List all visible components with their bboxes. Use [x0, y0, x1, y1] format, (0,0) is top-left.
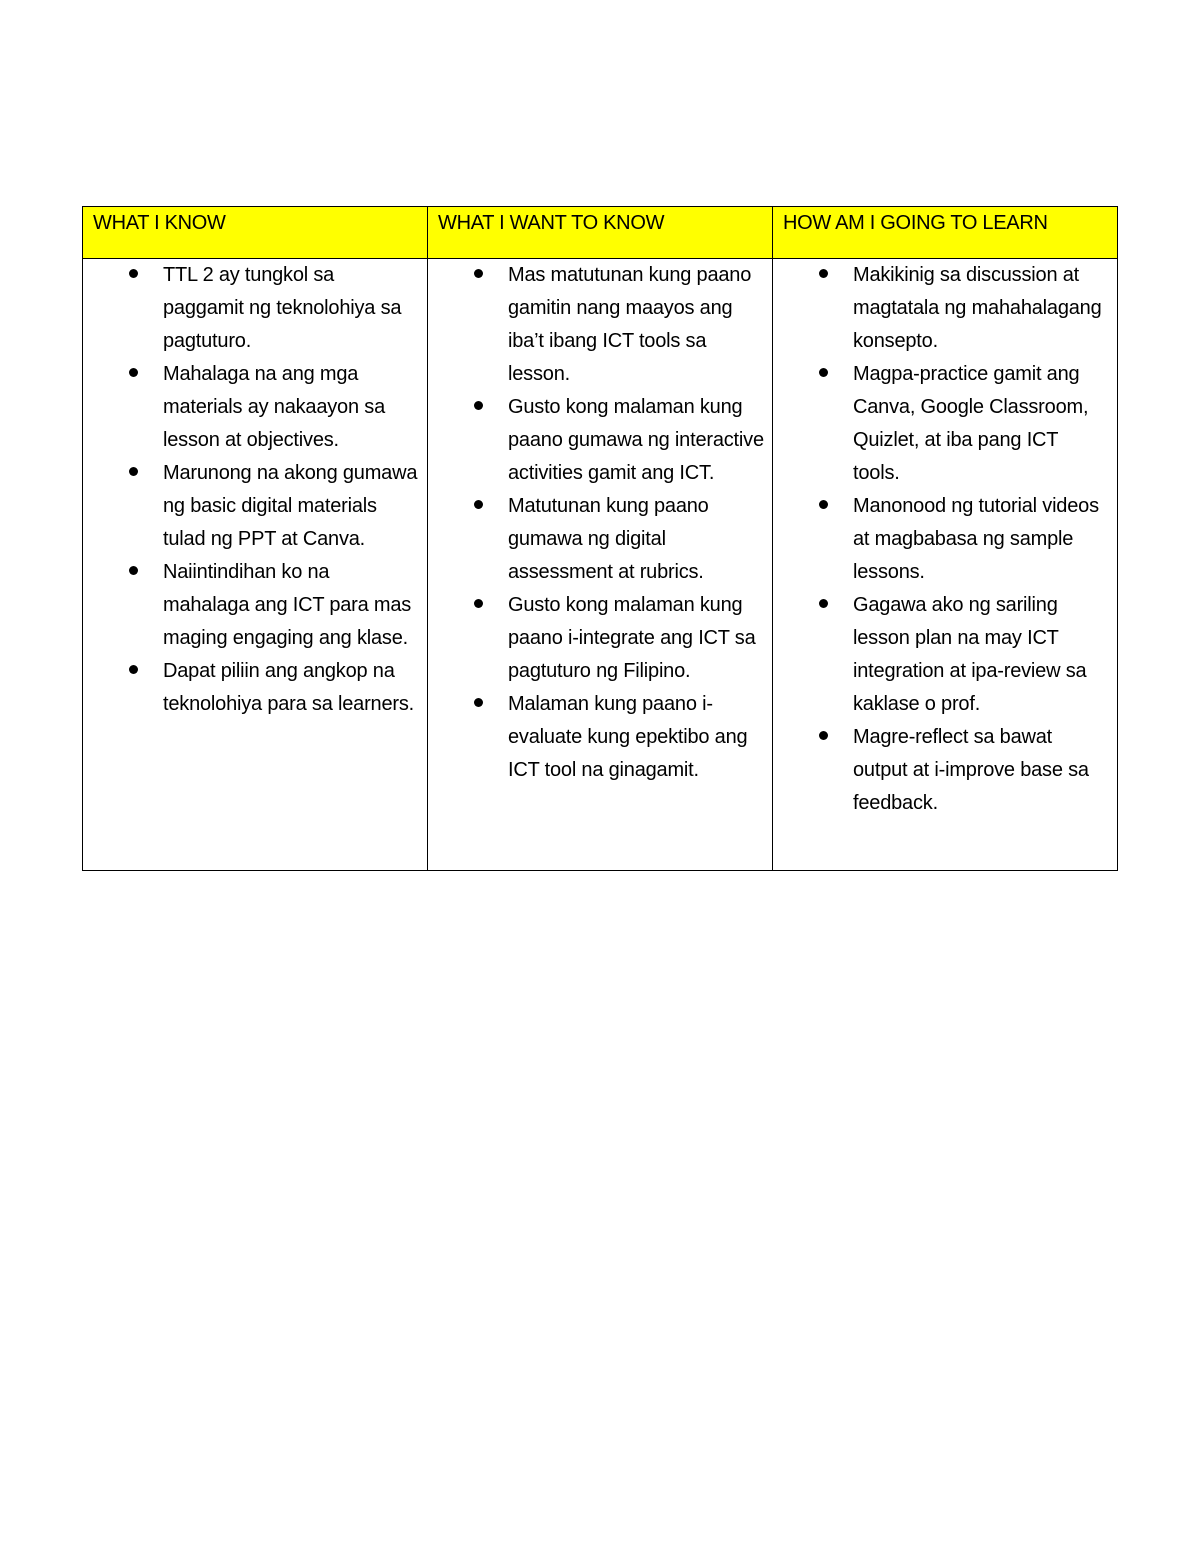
list-item-text: Gusto kong malaman kung paano gumawa ng interactive activities gamit ang ICT.	[508, 396, 764, 484]
list-item-text: Matutunan kung paano gumawa ng digital assessment at rubrics.	[508, 495, 709, 583]
bullet-list-want	[428, 259, 764, 787]
bullet-icon	[129, 269, 138, 278]
list-item-text: Dapat piliin ang angkop na teknolohiya para sa learners.	[163, 660, 415, 715]
bullet-icon	[819, 368, 828, 377]
bullet-icon	[819, 500, 828, 509]
list-item	[428, 589, 764, 688]
list-item-text: TTL 2 ay tungkol sa paggamit ng teknolohiya sa pagtuturo.	[163, 264, 402, 352]
list-item-text: Makikinig sa discussion at magtatala ng mahahalagang konsepto.	[853, 264, 1102, 352]
cell-what-i-know	[83, 259, 428, 871]
list-item-text: Marunong na akong gumawa ng basic digital materials tulad ng PPT at Canva.	[163, 462, 418, 550]
list-item-text: Naiintindihan ko na mahalaga ang ICT para mas maging engaging ang klase.	[163, 561, 412, 649]
bullet-list-know	[83, 259, 419, 721]
list-item-text: Malaman kung paano i-evaluate kung epektibo ang ICT tool na ginagamit.	[508, 693, 748, 781]
bullet-icon	[474, 698, 483, 707]
kwl-table	[82, 206, 1118, 871]
header-what-i-want-to-know: WHAT I WANT TO KNOW	[428, 207, 773, 259]
list-item-text: Magre-reflect sa bawat output at i-improve base sa feedback.	[853, 726, 1089, 814]
header-what-i-know: WHAT I KNOW	[83, 207, 428, 259]
table-row	[83, 259, 1118, 871]
bullet-icon	[819, 731, 828, 740]
bullet-icon	[129, 368, 138, 377]
list-item-text: Gusto kong malaman kung paano i-integrate ang ICT sa pagtuturo ng Filipino.	[508, 594, 756, 682]
bullet-icon	[819, 269, 828, 278]
list-item	[773, 358, 1109, 490]
list-item	[83, 358, 419, 457]
list-item-text: Mahalaga na ang mga materials ay nakaayon sa lesson at objectives.	[163, 363, 385, 451]
list-item	[83, 457, 419, 556]
list-item	[428, 391, 764, 490]
list-item-text: Mas matutunan kung paano gamitin nang maayos ang iba’t ibang ICT tools sa lesson.	[508, 264, 752, 385]
cell-how-am-i-going-to-learn	[773, 259, 1118, 871]
bullet-icon	[129, 665, 138, 674]
list-item-text: Magpa-practice gamit ang Canva, Google Classroom, Quizlet, at iba pang ICT tools.	[853, 363, 1089, 484]
list-item	[773, 589, 1109, 721]
bullet-icon	[474, 401, 483, 410]
list-item	[83, 655, 419, 721]
bullet-icon	[819, 599, 828, 608]
list-item	[83, 259, 419, 358]
bullet-list-learn	[773, 259, 1109, 820]
cell-what-i-want-to-know	[428, 259, 773, 871]
list-item	[83, 556, 419, 655]
bullet-icon	[129, 467, 138, 476]
list-item	[428, 688, 764, 787]
list-item	[773, 259, 1109, 358]
list-item	[773, 721, 1109, 820]
header-how-am-i-going-to-learn: HOW AM I GOING TO LEARN	[773, 207, 1118, 259]
list-item	[428, 259, 764, 391]
list-item	[428, 490, 764, 589]
bullet-icon	[474, 500, 483, 509]
bullet-icon	[474, 599, 483, 608]
bullet-icon	[129, 566, 138, 575]
list-item-text: Manonood ng tutorial videos at magbabasa ng sample lessons.	[853, 495, 1099, 583]
list-item-text: Gagawa ako ng sariling lesson plan na may ICT integration at ipa-review sa kaklase o prof.	[853, 594, 1087, 715]
list-item	[773, 490, 1109, 589]
bullet-icon	[474, 269, 483, 278]
table-header-row	[83, 207, 1118, 259]
